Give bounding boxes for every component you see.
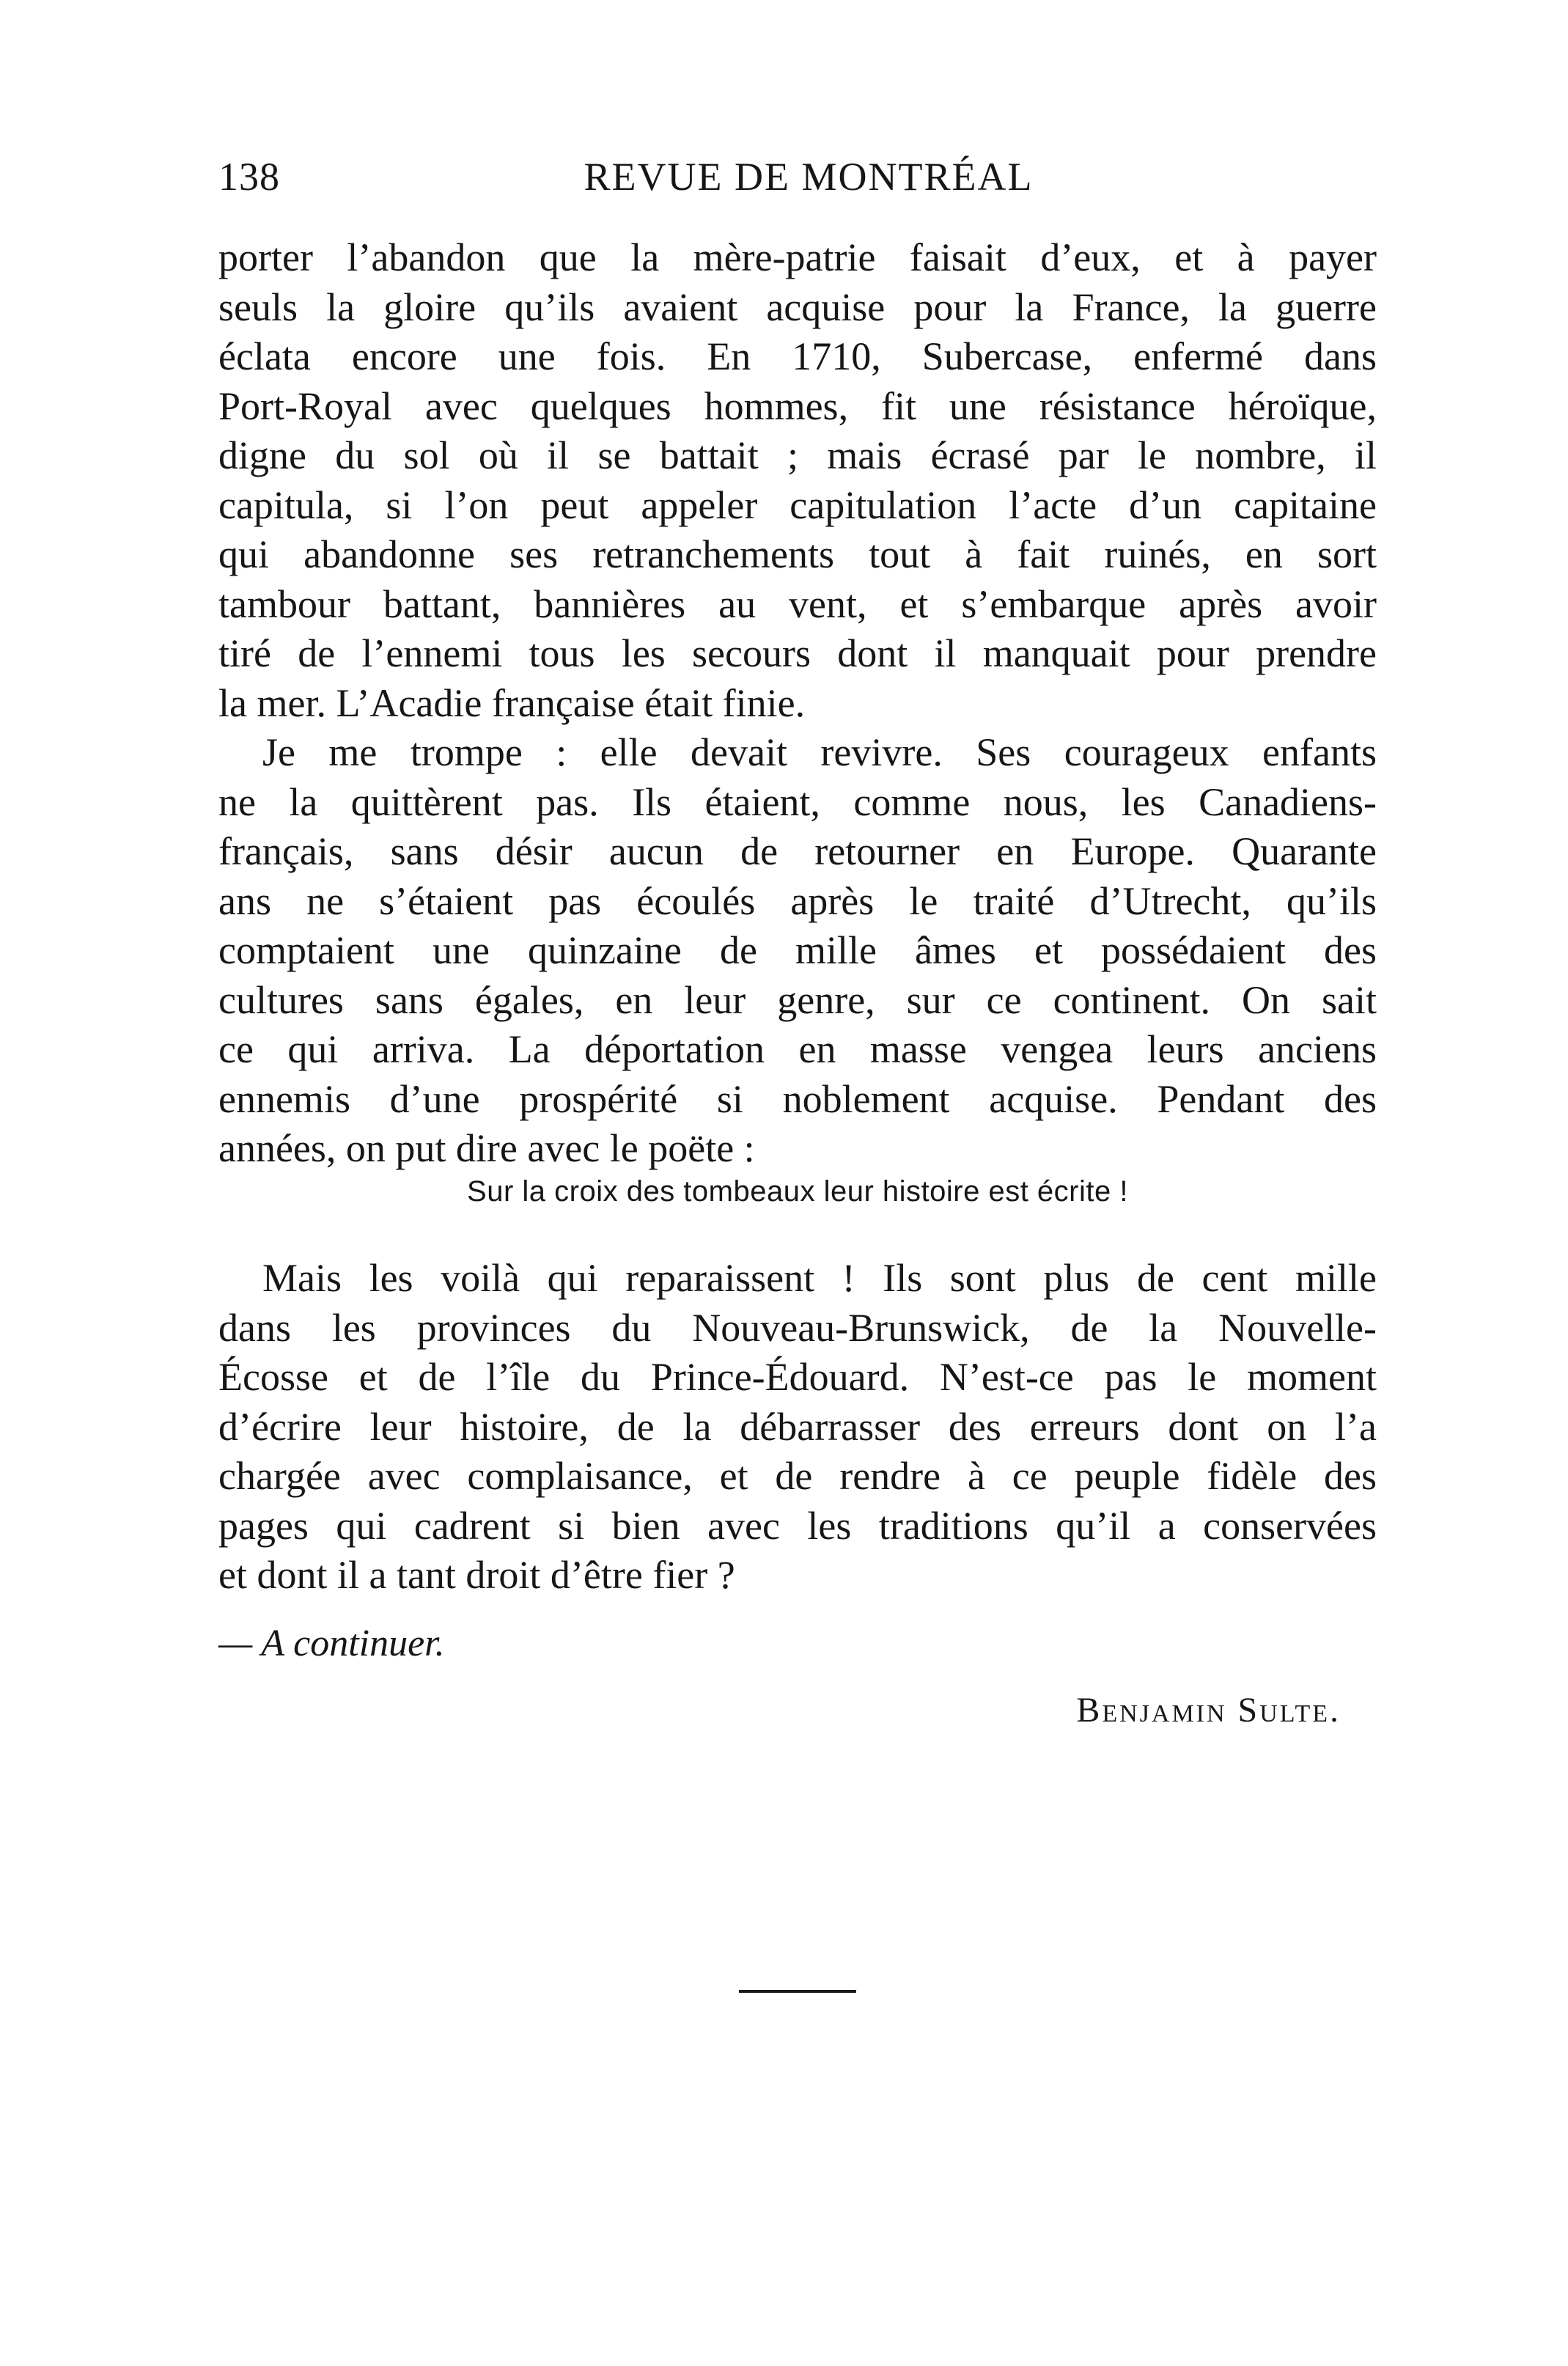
text-line: cultures sans égales, en leur genre, sur ce continent. On sait xyxy=(218,977,1377,1022)
end-rule-divider xyxy=(739,1990,856,1993)
article-body xyxy=(218,233,1377,1174)
text-line: d’écrire leur histoire, de la débarrasser des erreurs dont on l’a xyxy=(218,1404,1377,1449)
text-line: tiré de l’ennemi tous les secours dont il manquait pour prendre xyxy=(218,631,1377,675)
text-line: Écosse et de l’île du Prince-Édouard. N’est-ce pas le moment xyxy=(218,1355,1377,1399)
text-line: tambour battant, bannières au vent, et s’embarque après avoir xyxy=(218,581,1377,626)
text-line: éclata encore une fois. En 1710, Subercase, enfermé dans xyxy=(218,334,1377,378)
verse-quote: Sur la croix des tombeaux leur histoire est écrite ! xyxy=(467,1175,1128,1208)
text-line: pages qui cadrent si bien avec les traditions qu’il a conservées xyxy=(218,1503,1377,1548)
page-header xyxy=(218,147,1377,213)
text-line: digne du sol où il se battait ; mais écrasé par le nombre, il xyxy=(218,433,1377,477)
text-line: la mer. L’Acadie française était finie. xyxy=(218,680,806,725)
text-line: chargée avec complaisance, et de rendre à ce peuple fidèle des xyxy=(218,1454,1377,1498)
text-line: porter l’abandon que la mère-patrie faisait d’eux, et à payer xyxy=(218,235,1377,279)
running-title: REVUE DE MONTRÉAL xyxy=(584,155,1034,199)
text-line: ne la quittèrent pas. Ils étaient, comme nous, les Canadiens- xyxy=(218,779,1377,824)
text-line: et dont il a tant droit d’être fier ? xyxy=(218,1553,735,1597)
text-line: qui abandonne ses retranchements tout à fait ruinés, en sort xyxy=(218,532,1377,576)
paragraph-3 xyxy=(218,1254,1377,1601)
text-line: comptaient une quinzaine de mille âmes et possédaient des xyxy=(218,928,1377,972)
paragraph-1 xyxy=(218,233,1377,728)
text-line: ans ne s’étaient pas écoulés après le traité d’Utrecht, qu’ils xyxy=(218,878,1377,923)
text-line: dans les provinces du Nouveau-Brunswick, de la Nouvelle- xyxy=(218,1305,1377,1350)
text-line: capitula, si l’on peut appeler capitulation l’acte d’un capitaine xyxy=(218,482,1377,527)
continuation-note: — A continuer. xyxy=(218,1623,445,1664)
paragraph-2 xyxy=(218,728,1377,1174)
text-line: français, sans désir aucun de retourner en Europe. Quarante xyxy=(218,829,1377,873)
text-line: ce qui arriva. La déportation en masse vengea leurs anciens xyxy=(218,1027,1377,1071)
text-line: Mais les voilà qui reparaissent ! Ils sont plus de cent mille xyxy=(262,1256,1377,1300)
author-signature: Benjamin Sulte. xyxy=(1076,1691,1341,1730)
article-body-continued xyxy=(218,1254,1377,1601)
text-line: Je me trompe : elle devait revivre. Ses courageux enfants xyxy=(262,730,1377,774)
page-number: 138 xyxy=(218,155,280,199)
text-line: années, on put dire avec le poëte : xyxy=(218,1126,755,1170)
text-line: ennemis d’une prospérité si noblement acquise. Pendant des xyxy=(218,1076,1377,1121)
text-line: Port-Royal avec quelques hommes, fit une résistance héroïque, xyxy=(218,383,1377,428)
text-line: seuls la gloire qu’ils avaient acquise pour la France, la guerre xyxy=(218,284,1377,329)
